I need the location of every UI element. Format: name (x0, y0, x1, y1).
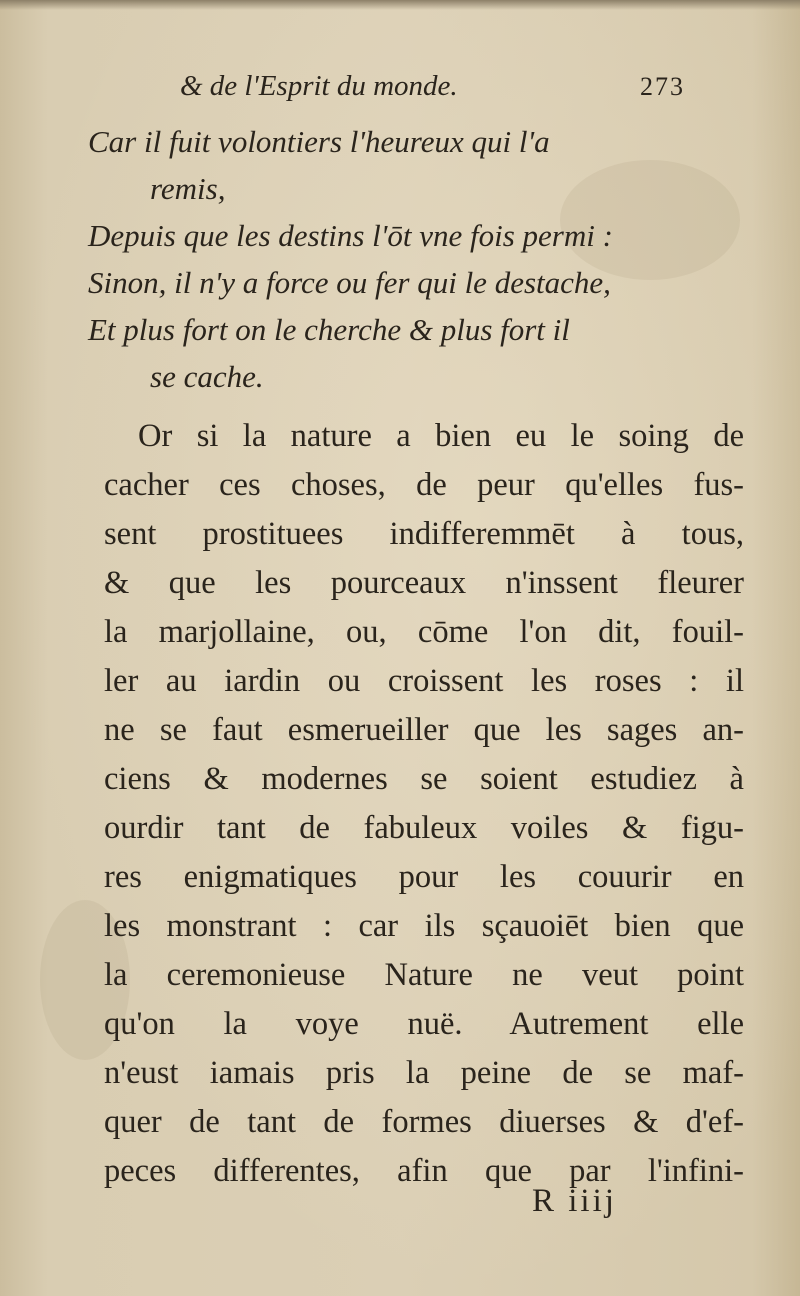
text-line: ourdir tant de fabuleux voiles & figu- (104, 810, 744, 846)
text-line: res enigmatiques pour les couurir en (104, 859, 744, 895)
text-line: ne se faut esmerueiller que les sages an- (104, 712, 744, 748)
text-line: quer de tant de formes diuerses & d'ef- (104, 1104, 744, 1140)
text-line: la marjollaine, ou, cōme l'on dit, fouil- (104, 614, 744, 650)
running-title: & de l'Esprit du monde. (180, 70, 458, 102)
text-line: ciens & modernes se soient estudiez à (104, 761, 744, 797)
text-line: qu'on la voye nuë. Autrement elle (104, 1006, 744, 1042)
page-number: 273 (640, 72, 685, 101)
text-line: peces differentes, afin que par l'infini- (104, 1153, 744, 1189)
verse-line: Et plus fort on le cherche & plus fort il (88, 312, 570, 347)
text-line: Or si la nature a bien eu le soing de (138, 418, 744, 454)
page-top-edge (0, 0, 800, 10)
body-paragraph (104, 412, 744, 1196)
verse-line: se cache. (150, 359, 264, 394)
running-header (170, 70, 730, 110)
verse-quotation (88, 118, 738, 400)
verse-line: remis, (150, 171, 226, 206)
text-line: & que les pourceaux n'inssent fleurer (104, 565, 744, 601)
text-line: cacher ces choses, de peur qu'elles fus- (104, 467, 744, 503)
signature-mark: R iiij (532, 1183, 617, 1219)
text-line: la ceremonieuse Nature ne veut point (104, 957, 744, 993)
text-line: n'eust iamais pris la peine de se maf- (104, 1055, 744, 1091)
text-line: les monstrant : car ils sçauoiēt bien que (104, 908, 744, 944)
text-line: sent prostituees indifferemmēt à tous, (104, 516, 744, 552)
verse-line: Car il fuit volontiers l'heureux qui l'a (88, 124, 550, 159)
text-line: ler au iardin ou croissent les roses : il (104, 663, 744, 699)
verse-line: Depuis que les destins l'ōt vne fois permi : (88, 218, 613, 253)
verse-line: Sinon, il n'y a force ou fer qui le destache, (88, 265, 611, 300)
